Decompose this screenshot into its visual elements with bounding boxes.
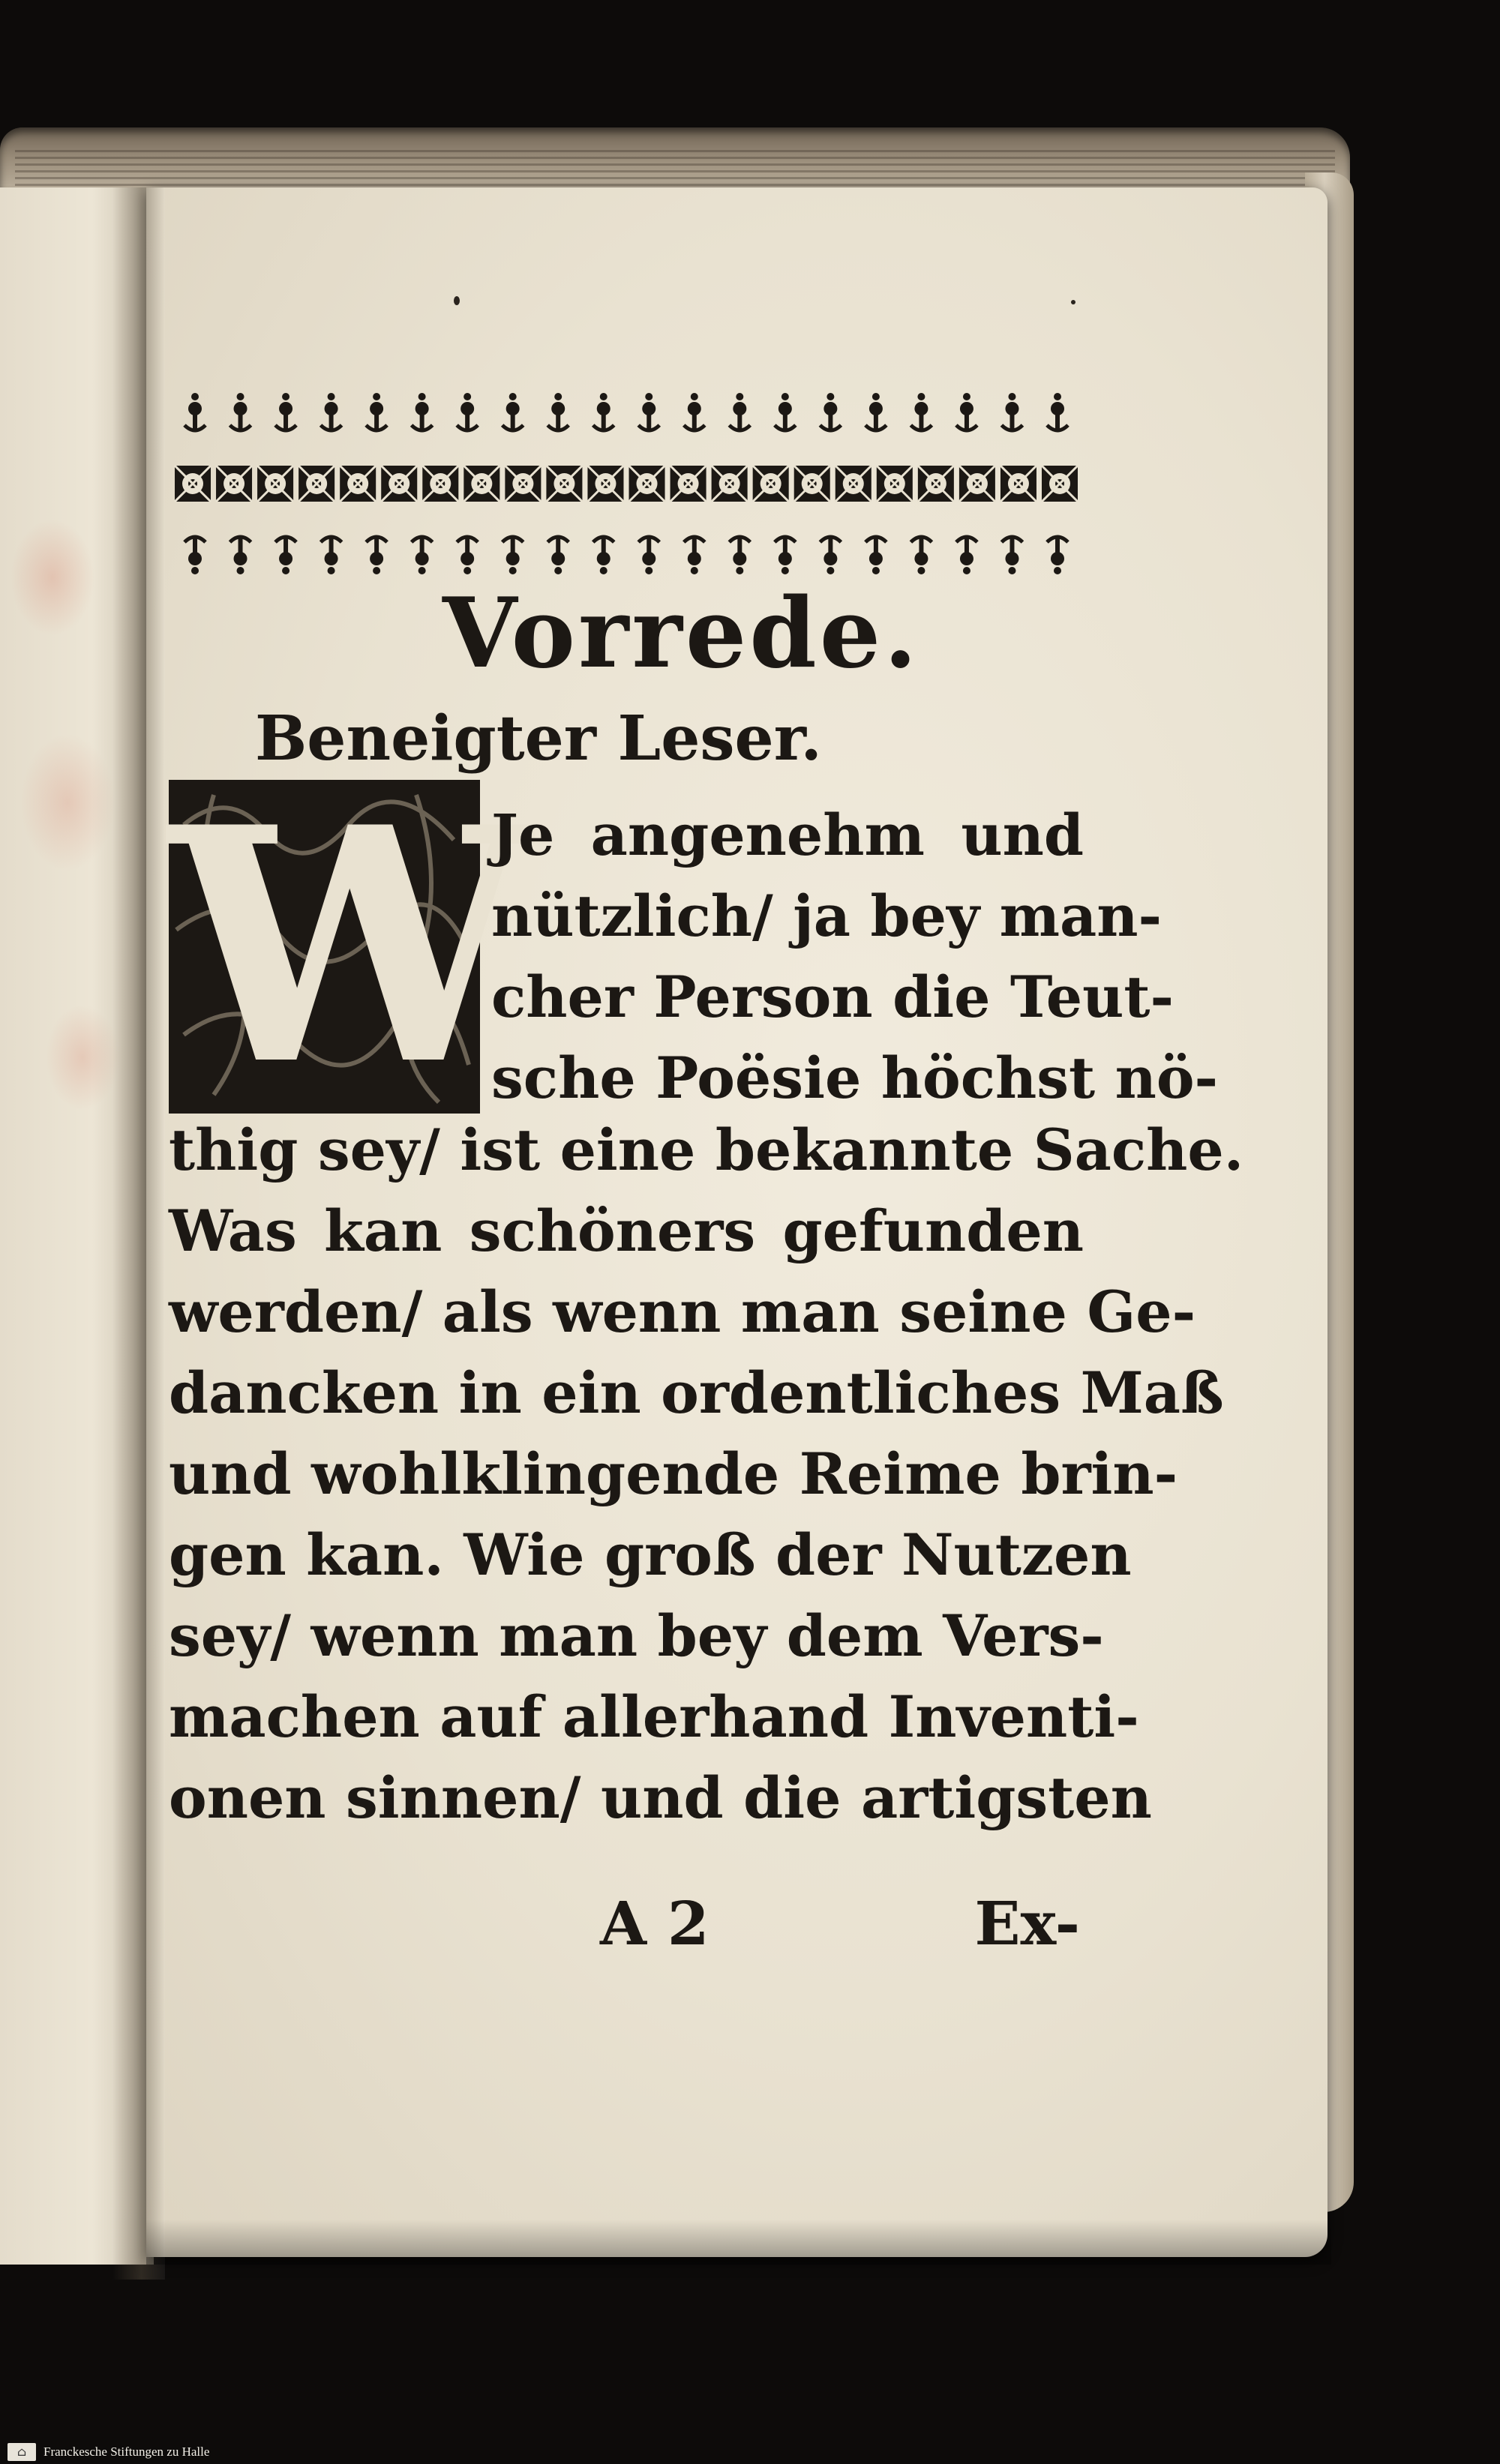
decorative-ornament-band <box>172 379 1080 589</box>
ornament-flower <box>866 393 886 430</box>
ornament-flower <box>275 537 296 574</box>
ornament-flower <box>956 537 977 574</box>
ornament-star <box>216 466 252 502</box>
ornament-star <box>1000 466 1036 502</box>
ornament-flower <box>956 393 977 430</box>
ornament-flower <box>866 537 886 574</box>
foundation-logo-icon: ⌂ <box>8 2443 36 2461</box>
ornament-flower <box>548 393 568 430</box>
ornament-star <box>175 466 211 502</box>
signature-mark: A 2 <box>600 1888 710 1959</box>
ornament-flower <box>910 537 932 574</box>
ornament-flower <box>184 537 206 574</box>
text-line: Was kan schöners gefunden <box>169 1198 1084 1264</box>
ornament-flower <box>502 393 524 430</box>
ornament-flower <box>775 537 796 574</box>
ornament-star <box>959 466 995 502</box>
text-line: Je angenehm und <box>491 802 1084 868</box>
ornament-flower <box>412 393 433 430</box>
ornament-flower <box>729 537 750 574</box>
text-line: werden/ als wenn man seine Ge- <box>169 1278 1196 1345</box>
ornament-star <box>629 466 665 502</box>
ornament-flower <box>366 537 387 574</box>
text-line: nützlich/ ja bey man- <box>491 883 1162 949</box>
catchword: Ex- <box>974 1888 1080 1959</box>
ornament-flower <box>275 393 296 430</box>
ornament-star <box>877 466 913 502</box>
text-line: thig sey/ ist eine bekannte Sache. <box>169 1117 1244 1183</box>
ornament-flower <box>910 393 932 430</box>
page-gutter <box>112 187 165 2280</box>
ornament-star <box>298 466 334 502</box>
ornament-flower <box>457 537 478 574</box>
salutation-heading: Beneigter Leser. <box>255 703 822 775</box>
ornament-star <box>712 466 748 502</box>
ornament-flower <box>548 537 568 574</box>
ornament-star <box>381 466 417 502</box>
text-block-beside-initial <box>491 795 1219 1119</box>
ornament-flower <box>366 393 387 430</box>
ornament-star <box>505 466 541 502</box>
ornament-star <box>794 466 830 502</box>
ornament-flower <box>593 393 614 430</box>
ornament-star <box>918 466 954 502</box>
text-line: und wohlklingende Reime brin- <box>169 1440 1178 1507</box>
ornament-flower <box>820 393 841 430</box>
page-title: Vorrede. <box>442 577 920 690</box>
page-bottom-shadow <box>146 2220 1331 2265</box>
ornament-flower <box>638 393 659 430</box>
ornament-flower <box>593 537 614 574</box>
decorated-initial <box>169 757 531 1136</box>
ornament-flower <box>184 393 206 430</box>
text-line: sche Poësie höchst nö- <box>491 1045 1219 1111</box>
ornament-star <box>587 466 623 502</box>
ornament-flower <box>729 393 750 430</box>
ornament-star <box>464 466 500 502</box>
text-line: sey/ wenn man bey dem Vers- <box>169 1602 1104 1669</box>
ornament-flower <box>684 393 705 430</box>
ornament-star <box>340 466 376 502</box>
ink-speck <box>1071 300 1076 304</box>
ornament-flower <box>1001 393 1022 430</box>
text-line: onen sinnen/ und die artigsten <box>169 1764 1152 1831</box>
ornament-flower <box>321 537 342 574</box>
ornament-star <box>257 466 293 502</box>
ornament-flower <box>1047 537 1068 574</box>
ornament-flower <box>1001 537 1022 574</box>
ornament-flower <box>321 393 342 430</box>
text-line: cher Person die Teut- <box>491 964 1174 1030</box>
ornament-flower <box>638 537 659 574</box>
ornament-flower <box>684 537 705 574</box>
ornament-flower <box>412 537 433 574</box>
ornament-star <box>670 466 706 502</box>
ink-speck <box>454 296 460 305</box>
ornament-flower <box>502 537 524 574</box>
ornament-flower <box>230 393 251 430</box>
ornament-star <box>836 466 872 502</box>
text-line: gen kan. Wie groß der Nutzen <box>169 1521 1132 1588</box>
ornament-flower <box>457 393 478 430</box>
ornament-star <box>1042 466 1078 502</box>
ornament-flower <box>230 537 251 574</box>
ornament-star <box>753 466 789 502</box>
initial-letter: W <box>169 757 531 1136</box>
ornament-flower <box>820 537 841 574</box>
ornament-star <box>422 466 458 502</box>
text-block-main <box>169 1110 1244 1839</box>
text-line: machen auf allerhand Inventi- <box>169 1683 1139 1750</box>
footer-institution: Franckesche Stiftungen zu Halle <box>44 2445 210 2459</box>
text-line: dancken in ein ordentliches Maß <box>169 1359 1224 1426</box>
ornament-flower <box>1047 393 1068 430</box>
ornament-flower <box>775 393 796 430</box>
ornament-star <box>546 466 582 502</box>
